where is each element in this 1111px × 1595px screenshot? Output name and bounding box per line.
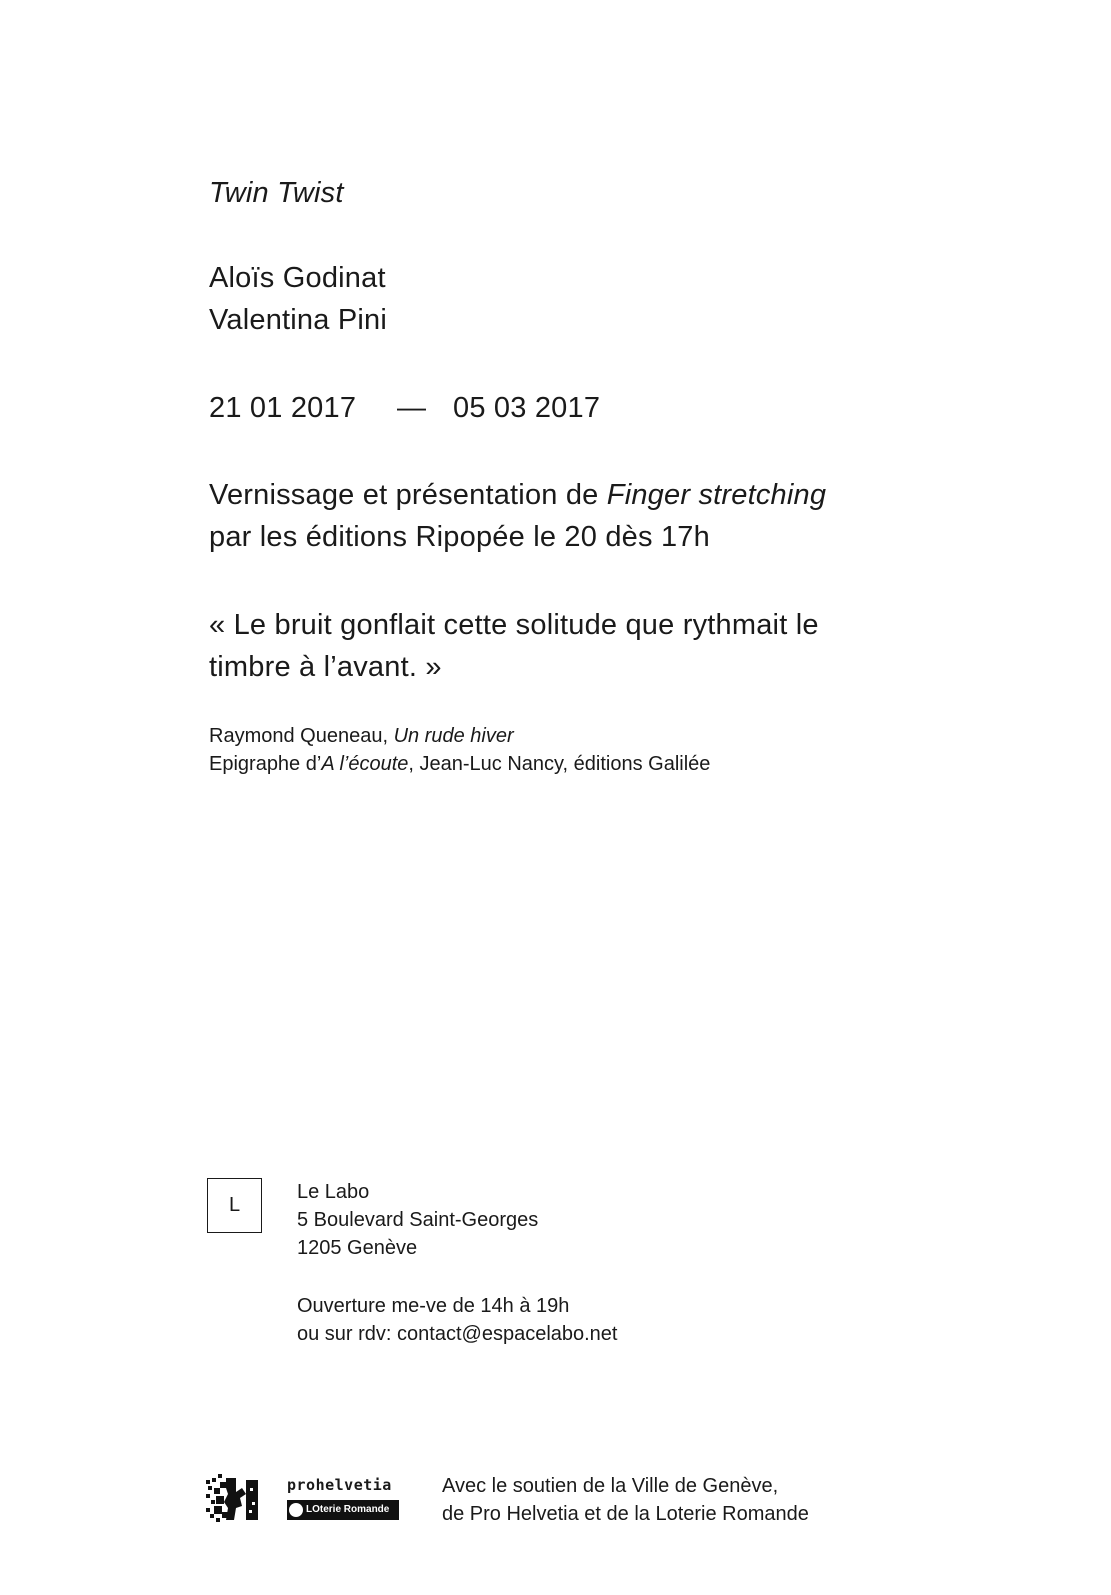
epigraph-work: A l’écoute	[321, 753, 409, 775]
artist-list	[209, 257, 387, 341]
loterie-romande-circle-icon	[289, 1503, 303, 1517]
epigraph-suffix: , Jean-Luc Nancy, éditions Galilée	[408, 753, 711, 775]
artist-name: Aloïs Godinat	[209, 262, 386, 294]
exhibition-dates	[209, 387, 356, 429]
le-labo-logo-letter: L	[228, 1194, 241, 1216]
sponsor-line-1: Avec le soutien de la Ville de Genève,	[442, 1475, 779, 1497]
exhibition-title-text: Twin Twist	[209, 177, 344, 209]
artist-name: Valentina Pini	[209, 304, 387, 336]
venue-name: Le Labo	[297, 1181, 370, 1203]
venue-address	[297, 1178, 538, 1262]
loterie-romande-logo-text: LOterie Romande	[306, 1504, 390, 1515]
publication-title: Finger stretching	[606, 479, 827, 511]
end-date: 05 03 2017	[453, 392, 601, 424]
sponsor-line-2: de Pro Helvetia et de la Loterie Romande	[442, 1503, 809, 1525]
citation-epigraph	[209, 750, 710, 778]
citation-author-name: Raymond Queneau,	[209, 725, 394, 747]
epigraph-prefix: Epigraphe d’	[209, 753, 322, 775]
opening-info	[209, 474, 826, 558]
citation	[209, 722, 710, 778]
citation-work: Un rude hiver	[393, 725, 514, 747]
start-date: 21 01 2017	[209, 392, 357, 424]
sponsor-logos	[287, 1476, 403, 1520]
opening-prefix: Vernissage et présentation de	[209, 479, 607, 511]
venue-street: 5 Boulevard Saint-Georges	[297, 1209, 539, 1231]
venue-hours	[297, 1292, 618, 1348]
exhibition-title	[209, 172, 344, 214]
opening-line-1	[209, 474, 826, 516]
ville-de-geneve-logo	[206, 1474, 258, 1524]
quote-line-1: « Le bruit gonflait cette solitude que rythmait le	[209, 609, 819, 641]
appointment-contact: ou sur rdv: contact@espacelabo.net	[297, 1323, 618, 1345]
le-labo-logo	[207, 1178, 262, 1233]
opening-line-2: par les éditions Ripopée le 20 dès 17h	[209, 521, 710, 553]
sponsor-credits	[442, 1472, 809, 1528]
venue-city: 1205 Genève	[297, 1237, 418, 1259]
date-separator: —	[397, 392, 427, 424]
quote-line-2: timbre à l’avant. »	[209, 651, 442, 683]
opening-hours: Ouverture me-ve de 14h à 19h	[297, 1295, 570, 1317]
prohelvetia-logo: prohelvetia	[287, 1476, 392, 1494]
citation-author	[209, 722, 710, 750]
quote	[209, 604, 819, 688]
loterie-romande-logo	[287, 1500, 399, 1520]
